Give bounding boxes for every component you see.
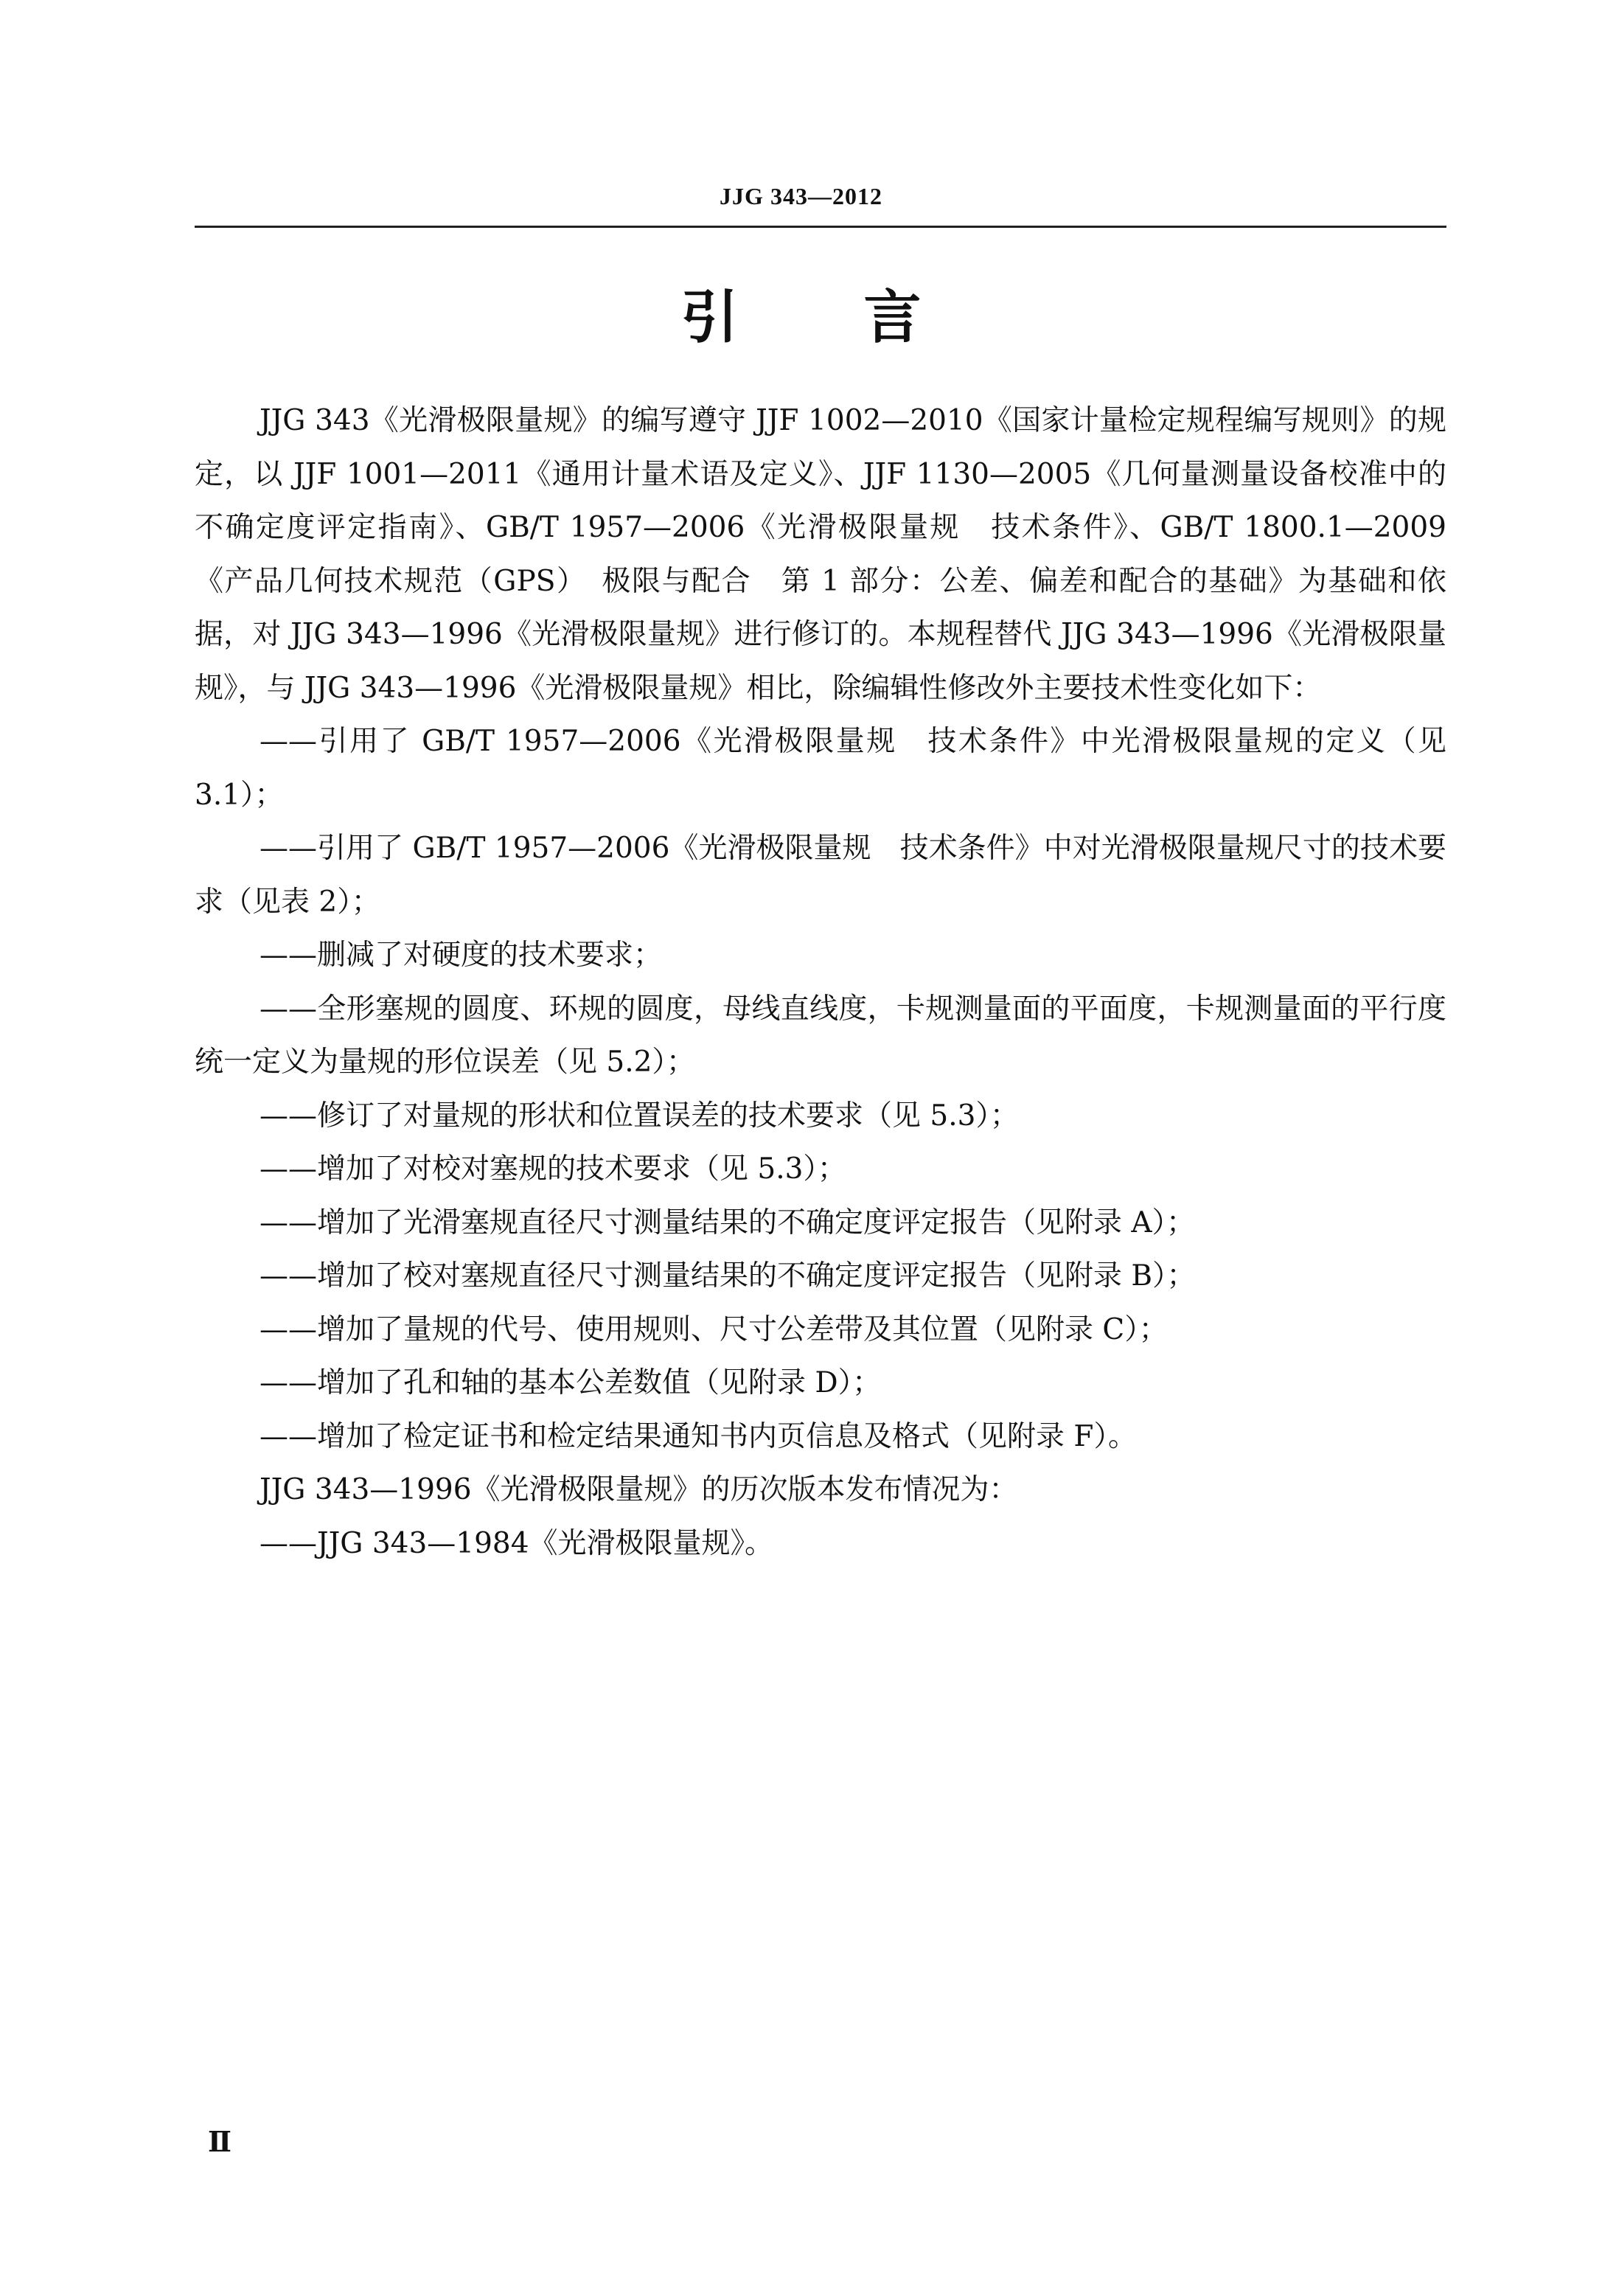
change-item-9: ——增加了量规的代号、使用规则、尺寸公差带及其位置（见附录 C）；: [260, 1312, 1168, 1346]
change-item-4: ——全形塞规的圆度、环规的圆度，母线直线度，卡规测量面的平面度，卡规测量面的平行度统一定义为量规的形位误差（见 5.2）；: [195, 992, 1446, 1079]
change-item-1: ——引用了 GB/T 1957—2006《光滑极限量规 技术条件》中光滑极限量规的定义（见 3.1）；: [195, 725, 1446, 812]
change-item-11: ——增加了检定证书和检定结果通知书内页信息及格式（见附录 F）。: [260, 1419, 1137, 1453]
change-item-2: ——引用了 GB/T 1957—2006《光滑极限量规 技术条件》中对光滑极限量规尺寸的技术要求（见表 2）；: [195, 832, 1446, 919]
change-item-3: ——删减了对硬度的技术要求；: [260, 939, 663, 972]
history-intro: JJG 343—1996《光滑极限量规》的历次版本发布情况为：: [260, 1473, 1018, 1506]
title-char-1: 引: [680, 285, 739, 351]
change-item-5: ——修订了对量规的形状和位置误差的技术要求（见 5.3）；: [260, 1099, 1019, 1133]
title-char-2: 言: [863, 285, 922, 351]
intro-paragraph: JJG 343《光滑极限量规》的编写遵守 JJF 1002—2010《国家计量检定规程编写规则》的规定，以 JJF 1001—2011《通用计量术语及定义》、JJF 1130—2005《几何量测量设备校准中的不确定度评定指南》、GB/T 1957—2006《光滑极限量规 技术条件》、GB/T 1800.1—2009《产品几何技术规范（GPS） 极限与配合 第 1 部分：公差、偏差和配合的基础》为基础和依据，对 JJG 343—1996《光滑极限量规》进行修订的。本规程替代 JJG 343—1996《光滑极限量规》，与 JJG 343—1996《光滑极限量规》相比，除编辑性修改外主要技术性变化如下：: [195, 404, 1446, 705]
history-item: ——JJG 343—1984《光滑极限量规》。: [260, 1526, 774, 1560]
page-number: Ⅱ: [208, 2127, 232, 2158]
standard-code-header: JJG 343—2012: [720, 183, 882, 209]
change-item-7: ——增加了光滑塞规直径尺寸测量结果的不确定度评定报告（见附录 A）；: [260, 1206, 1196, 1239]
page-title: [0, 285, 1602, 351]
header-divider: [195, 226, 1446, 228]
change-item-8: ——增加了校对塞规直径尺寸测量结果的不确定度评定报告（见附录 B）；: [260, 1259, 1196, 1293]
introduction-body: [195, 394, 1446, 1570]
change-item-10: ——增加了孔和轴的基本公差数值（见附录 D）；: [260, 1366, 882, 1399]
change-item-6: ——增加了对校对塞规的技术要求（见 5.3）；: [260, 1152, 846, 1186]
